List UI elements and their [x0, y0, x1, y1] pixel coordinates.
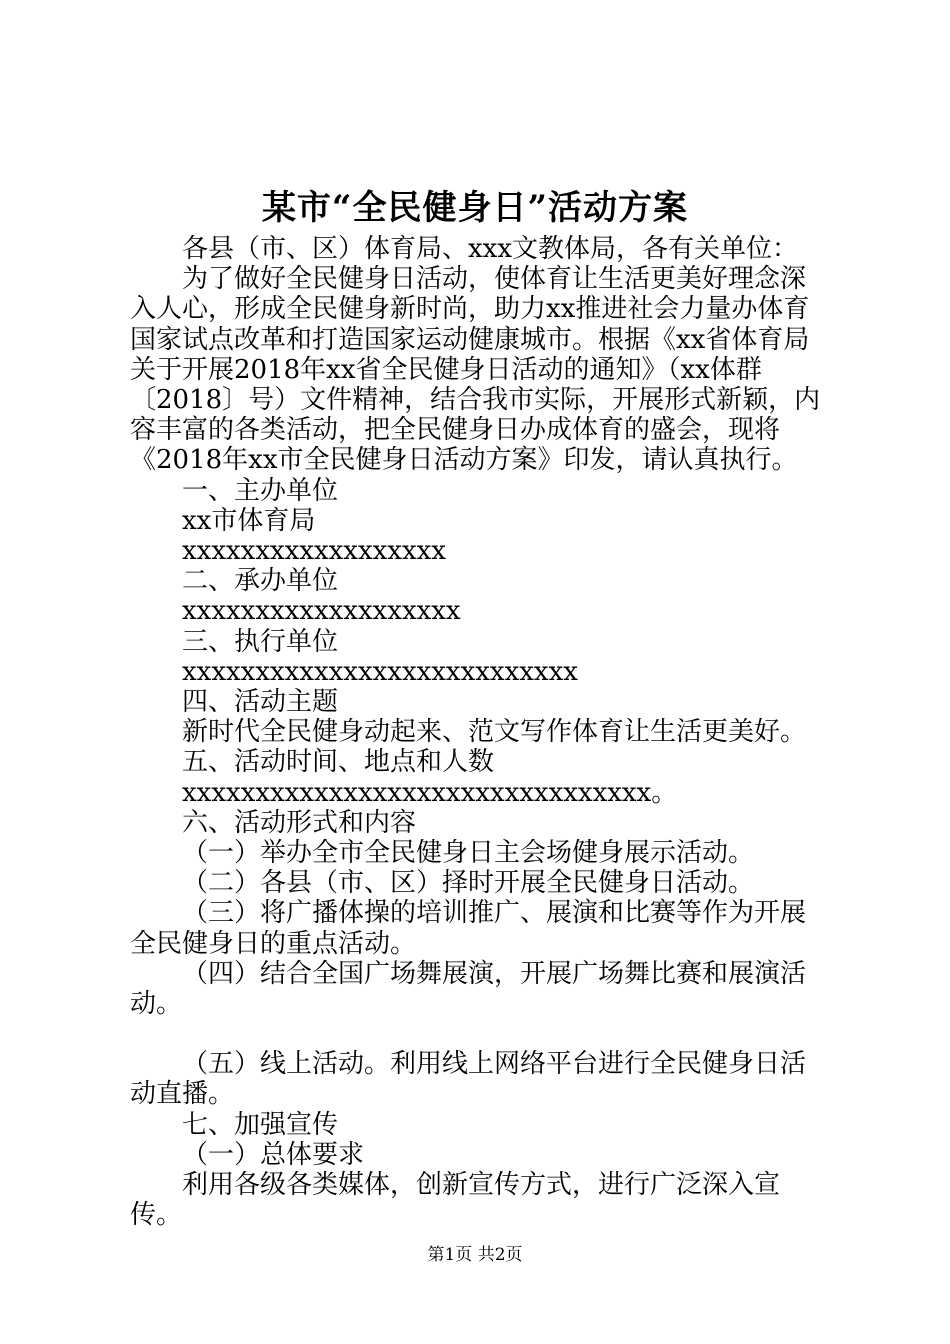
section-heading-content: 六、活动形式和内容	[182, 807, 417, 838]
time-place-line-1: xxxxxxxxxxxxxxxxxxxxxxxxxxxxxxxx。	[182, 777, 678, 808]
section-heading-theme: 四、活动主题	[182, 687, 339, 718]
content-item-5: （五）线上活动。利用线上网络平台进行全民健身日活动直播。	[130, 1049, 807, 1110]
host-line-1: xxxxxxxxxxxxxxxxxxx	[182, 596, 461, 627]
document-title: 某市“全民健身日”活动方案	[261, 188, 689, 228]
section-heading-host: 二、承办单位	[182, 566, 339, 597]
theme-line-1: 新时代全民健身动起来、范文写作体育让生活更美好。	[182, 717, 807, 748]
section-heading-executor: 三、执行单位	[182, 626, 339, 657]
executor-line-1: xxxxxxxxxxxxxxxxxxxxxxxxxxx	[182, 656, 578, 687]
content-item-2: （二）各县（市、区）择时开展全民健身日活动。	[182, 868, 755, 899]
section-heading-organizer: 一、主办单位	[182, 475, 339, 506]
paragraph-gap	[130, 1019, 830, 1049]
section-heading-time-place: 五、活动时间、地点和人数	[182, 747, 495, 778]
salutation: 各县（市、区）体育局、xxx文教体局，各有关单位：	[182, 234, 798, 264]
content-item-1: （一）举办全市全民健身日主会场健身展示活动。	[182, 838, 755, 869]
organizer-line-2: xxxxxxxxxxxxxxxxxx	[182, 536, 446, 567]
intro-paragraph: 为了做好全民健身日活动，使体育让生活更美好理念深入人心，形成全民健身新时尚，助力xx推进社会力量办体育国家试点改革和打造国家运动健康城市。根据《xx省体育局关于开展2018年xx省全民健身日活动的通知》（xx体群〔2018〕号）文件精神，结合我市实际，开展形式新颖，内容丰富的各类活动，把全民健身日办成体育的盛会，现将《2018年xx市全民健身日活动方案》印发，请认真执行。	[130, 264, 821, 476]
organizer-line-1: xx市体育局	[182, 505, 316, 536]
content-item-4: （四）结合全国广场舞展演，开展广场舞比赛和展演活动。	[130, 958, 807, 1020]
content-item-3: （三）将广播体操的培训推广、展演和比赛等作为开展全民健身日的重点活动。	[130, 898, 807, 959]
document-body	[130, 234, 830, 1231]
publicity-subheading-1: （一）总体要求	[182, 1139, 365, 1170]
publicity-text-1: 利用各级各类媒体，创新宣传方式，进行广泛深入宣传。	[130, 1170, 781, 1231]
page-footer: 第1页 共2页	[427, 1245, 523, 1265]
section-heading-publicity: 七、加强宣传	[182, 1109, 339, 1140]
